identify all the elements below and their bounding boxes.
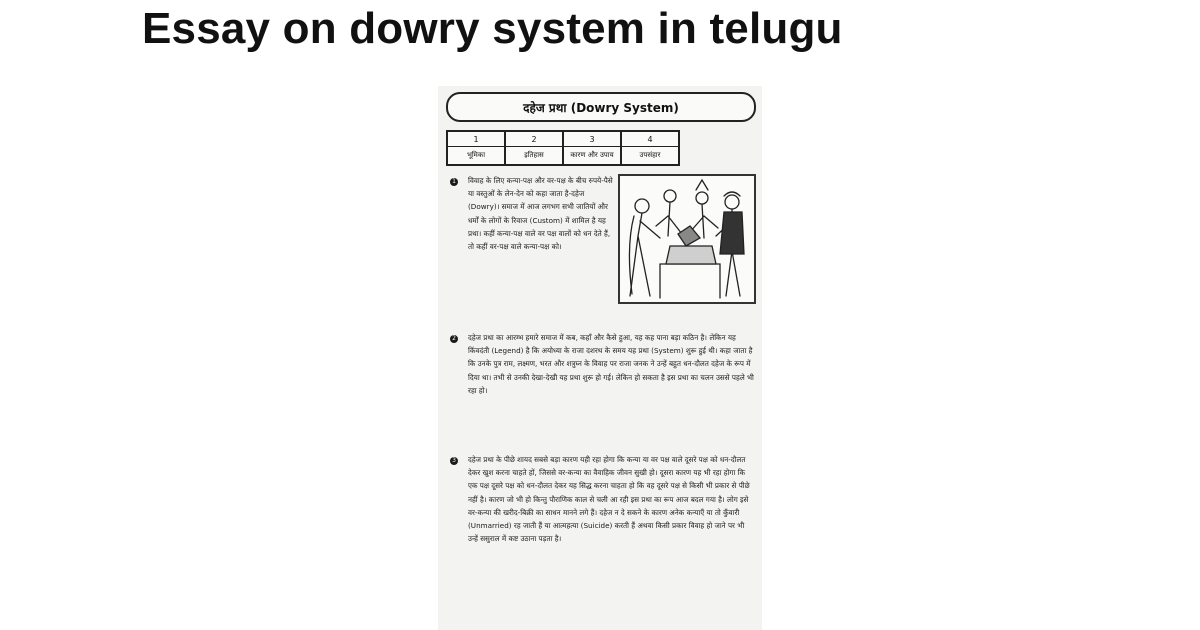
topic-number: 4 <box>622 132 678 147</box>
topic-number: 3 <box>564 132 620 147</box>
paragraph-marker: 2 <box>450 335 458 343</box>
paragraph-text: दहेज प्रथा के पीछे शायद सबसे बड़ा कारण यही रहा होगा कि कन्या या वर पक्ष वाले दूसरे पक्ष को धन-दौलत देकर खुश करना चाहते हों, जिससे वर-कन्या का वैवाहिक जीवन सुखी हो। दूसरा कारण यह भी रहा होगा कि एक पक्ष दूसरे पक्ष को धन-दौलत देकर यह सिद्ध करना चाहता हो कि वह दूसरे पक्ष से किसी भी प्रकार से पीछे नहीं है। कारण जो भी हो किन्तु पौराणिक काल से चली आ रही इस प्रथा का रूप आज बदल गया है। लोग इसे वर-कन्या की खरीद-बिक्री का साधन मानने लगे हैं। दहेज न दे सकने के कारण अनेक कन्याएँ या तो कुँवारी (Unmarried) रह जाती हैं या आत्महत्या (Suicide) करती हैं अथवा किसी प्रकार विवाह हो जाने पर भी उन्हें ससुराल में कष्ट उठाना पड़ता है। <box>468 455 750 544</box>
topic-cell <box>622 132 678 164</box>
illustration-sketch-icon <box>620 176 754 302</box>
topic-label: कारण और उपाय <box>570 151 614 159</box>
page-title: Essay on dowry system in telugu <box>142 4 843 53</box>
paragraph-text: विवाह के लिए कन्या-पक्ष और वर-पक्ष के बीच रुपये-पैसे या वस्तुओं के लेन-देन को कहा जाता है-दहेज (Dowry)। समाज में आज लगभग सभी जातियों और धर्मों के लोगों के रिवाज (Custom) में शामिल है यह प्रथा। कहीं कन्या-पक्ष वाले वर पक्ष वालों को धन देते हैं, तो कहीं वर-पक्ष वाले कन्या-पक्ष को। <box>468 176 613 252</box>
document-header <box>446 92 756 122</box>
dowry-illustration <box>618 174 756 304</box>
paragraph-marker: 1 <box>450 178 458 186</box>
topic-label: भूमिका <box>466 151 486 159</box>
topic-cell <box>506 132 564 164</box>
paragraph-text: दहेज प्रथा का आरम्भ हमारे समाज में कब, कहाँ और कैसे हुआ, यह कह पाना बड़ा कठिन है। लेकिन यह किंवदंती (Legend) है कि अयोध्या के राजा दशरथ के समय यह प्रथा (System) शुरू हुई थी। कहा जाता है कि उनके पुत्र राम, लक्ष्मण, भरत और शत्रुघ्न के विवाह पर राजा जनक ने उन्हें बहुत धन-दौलत दहेज के रूप में दिया था। तभी से उनकी देखा-देखी यह प्रथा शुरू हो गई। लेकिन हो सकता है इस प्रथा का चलन उससे पहले भी रहा हो। <box>468 333 754 395</box>
topic-table <box>446 130 680 166</box>
topic-label: उपसंहार <box>639 151 661 159</box>
topic-cell <box>564 132 622 164</box>
document-header-text: दहेज प्रथा (Dowry System) <box>523 100 679 115</box>
paragraph-marker: 3 <box>450 457 458 465</box>
topic-label: इतिहास <box>524 151 544 159</box>
topic-cell <box>448 132 506 164</box>
scanned-document <box>438 86 762 630</box>
topic-number: 1 <box>448 132 504 147</box>
topic-number: 2 <box>506 132 562 147</box>
